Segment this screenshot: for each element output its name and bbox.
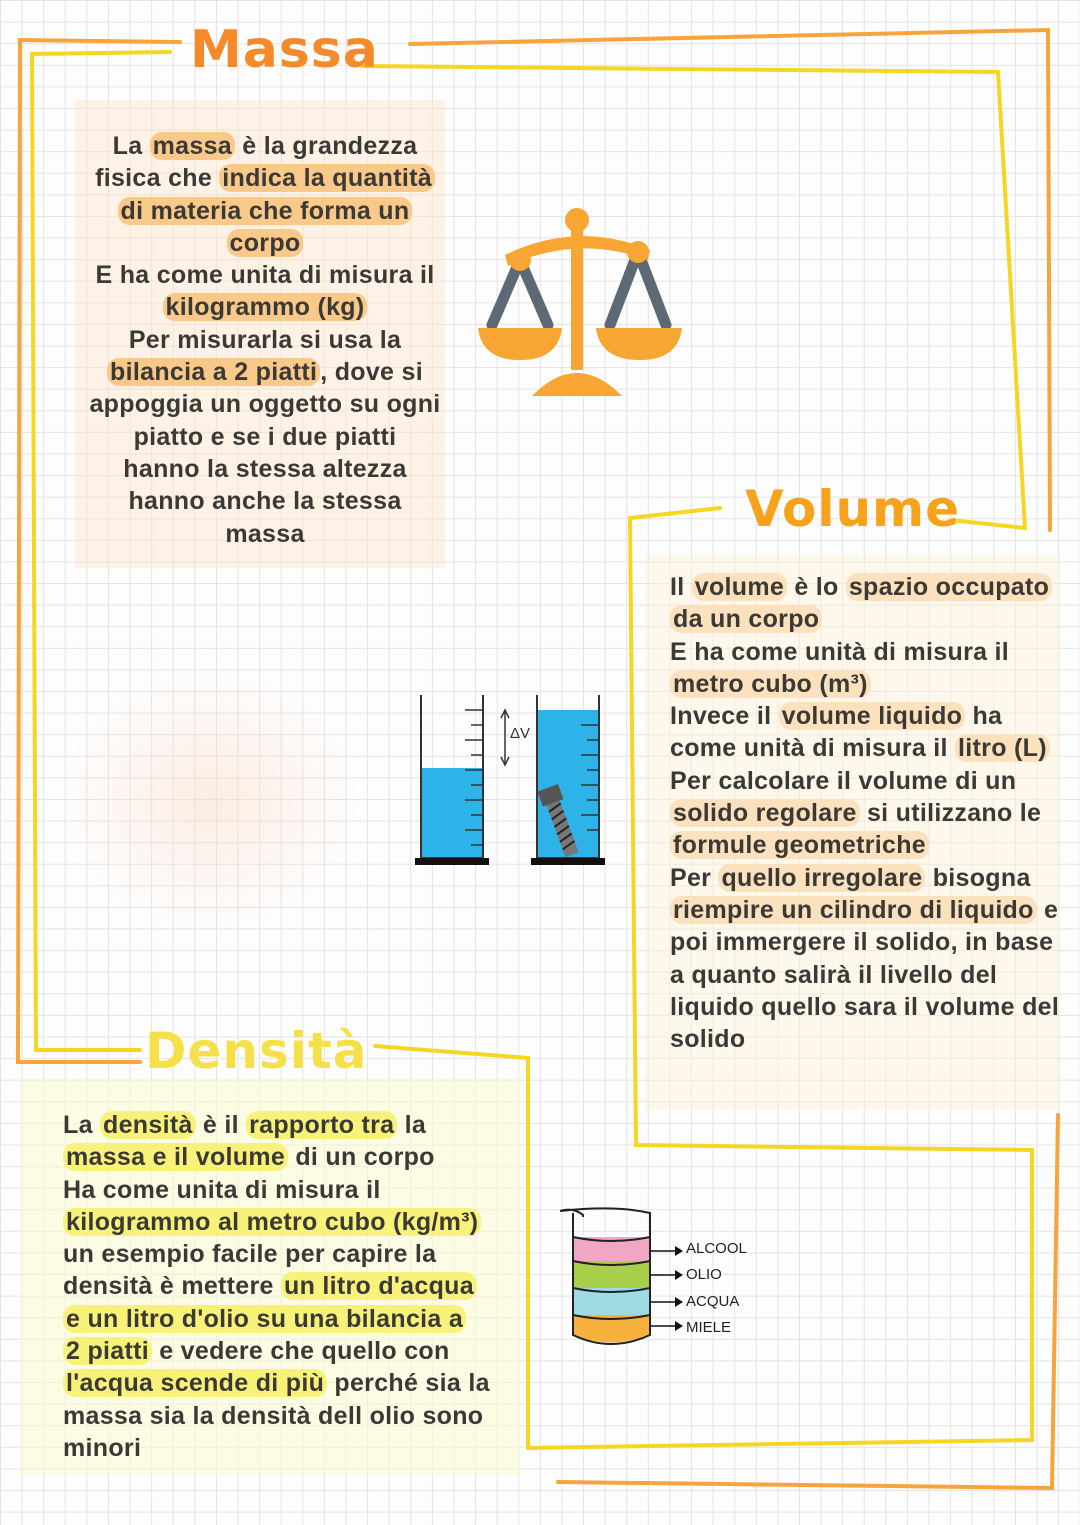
displacement-cylinders-diagram bbox=[405, 690, 620, 875]
text-segment: densità è mettere bbox=[63, 1272, 281, 1301]
densita-text-line bbox=[63, 1238, 490, 1270]
volume-text-line bbox=[670, 991, 1059, 1023]
text-segment: hanno la stessa altezza bbox=[123, 454, 407, 483]
highlighted-text: rapporto tra bbox=[246, 1111, 397, 1139]
text-segment: piatto e se i due piatti bbox=[133, 422, 397, 451]
text-segment: fisica che bbox=[95, 164, 220, 193]
massa-text-line bbox=[75, 518, 455, 550]
densita-text-line bbox=[63, 1174, 490, 1206]
balance-scale-icon bbox=[470, 200, 690, 405]
massa-text-line bbox=[75, 324, 455, 356]
layer-label-alcool: ALCOOL bbox=[686, 1240, 747, 1257]
delta-v-label: ΔV bbox=[510, 725, 531, 742]
layer-label-miele: MIELE bbox=[686, 1319, 732, 1336]
text-segment: liquido quello sara il volume del bbox=[670, 992, 1060, 1021]
highlighted-text: 2 piatti bbox=[63, 1337, 152, 1365]
text-segment: è lo bbox=[787, 573, 846, 601]
text-segment: Il bbox=[670, 573, 692, 601]
densita-text-line bbox=[63, 1109, 490, 1141]
densita-text-line bbox=[63, 1400, 490, 1432]
volume-text-line bbox=[670, 700, 1059, 732]
text-segment: solido bbox=[670, 1025, 746, 1054]
highlighted-text: riempire un cilindro di liquido bbox=[670, 896, 1037, 924]
text-segment: E ha come unità di misura il bbox=[670, 637, 1010, 666]
text-segment: minori bbox=[63, 1433, 142, 1462]
volume-text-line bbox=[670, 636, 1059, 668]
text-segment: La bbox=[112, 132, 150, 160]
text-segment: è la grandezza bbox=[235, 132, 418, 160]
massa-text-line bbox=[75, 485, 455, 517]
text-segment: ha bbox=[965, 702, 1003, 731]
density-layers-beaker bbox=[555, 1205, 685, 1365]
volume-text-line bbox=[670, 765, 1059, 797]
densita-text-line bbox=[63, 1303, 490, 1335]
massa-text-line bbox=[75, 227, 455, 259]
highlighted-text: quello irregolare bbox=[718, 864, 925, 892]
layer-label-acqua: ACQUA bbox=[686, 1293, 740, 1310]
volume-text-line bbox=[670, 829, 1059, 861]
text-segment: poi immergere il solido, in base bbox=[670, 928, 1054, 957]
text-segment: appoggia un oggetto su ogni bbox=[89, 390, 441, 419]
massa-text-line bbox=[75, 421, 455, 453]
volume-text-line bbox=[670, 862, 1059, 894]
massa-title: Massa bbox=[190, 20, 379, 80]
volume-text-line bbox=[670, 732, 1059, 764]
highlighted-text: volume liquido bbox=[779, 702, 966, 730]
text-segment: a quanto salirà il livello del bbox=[670, 960, 998, 989]
volume-text-line bbox=[670, 603, 1059, 635]
text-segment: è il bbox=[195, 1111, 247, 1139]
text-segment: , dove si bbox=[320, 358, 423, 387]
text-segment: di un corpo bbox=[288, 1143, 435, 1172]
densita-text-line bbox=[63, 1367, 490, 1399]
massa-text-line bbox=[75, 388, 455, 420]
text-segment: La bbox=[63, 1111, 101, 1139]
volume-text-line bbox=[670, 797, 1059, 829]
massa-text bbox=[75, 130, 455, 550]
text-segment: e vedere che quello con bbox=[151, 1337, 450, 1366]
text-segment: perché sia la bbox=[327, 1369, 490, 1398]
highlighted-text: da un corpo bbox=[670, 605, 822, 633]
text-segment: Ha come unita di misura il bbox=[63, 1175, 381, 1204]
text-segment: Per calcolare il volume di un bbox=[670, 766, 1017, 795]
densita-text-line bbox=[63, 1206, 490, 1238]
densita-text-line bbox=[63, 1432, 490, 1464]
highlighted-text: e un litro d'olio su una bilancia a bbox=[63, 1305, 466, 1333]
text-segment: un esempio facile per capire la bbox=[63, 1240, 437, 1269]
text-segment: Per bbox=[670, 863, 719, 892]
densita-text bbox=[63, 1109, 490, 1464]
massa-text-line bbox=[75, 356, 455, 388]
volume-text-line bbox=[670, 894, 1059, 926]
volume-text bbox=[670, 571, 1059, 1055]
highlighted-text: densità bbox=[100, 1111, 196, 1139]
volume-title: Volume bbox=[745, 480, 961, 538]
densita-text-line bbox=[63, 1335, 490, 1367]
text-segment: la bbox=[397, 1111, 427, 1139]
volume-text-line bbox=[670, 668, 1059, 700]
massa-text-line bbox=[75, 195, 455, 227]
highlighted-text: di materia che forma un bbox=[118, 197, 413, 225]
layer-label-olio: OLIO bbox=[686, 1266, 722, 1283]
text-segment: e bbox=[1036, 895, 1059, 924]
volume-text-line bbox=[670, 926, 1059, 958]
highlighted-text: kilogrammo (kg) bbox=[163, 293, 368, 321]
text-segment: massa bbox=[225, 519, 305, 548]
highlighted-text: massa bbox=[150, 132, 235, 160]
highlighted-text: indica la quantità bbox=[219, 164, 435, 192]
volume-text-line bbox=[670, 1023, 1059, 1055]
densita-title: Densità bbox=[145, 1022, 368, 1080]
massa-text-line bbox=[75, 162, 455, 194]
highlighted-text: bilancia a 2 piatti bbox=[107, 358, 320, 386]
highlighted-text: formule geometriche bbox=[670, 831, 929, 859]
massa-text-line bbox=[75, 130, 455, 162]
text-segment: Per misurarla si usa la bbox=[128, 325, 402, 354]
text-segment: Invece il bbox=[670, 702, 779, 731]
text-segment: bisogna bbox=[925, 863, 1031, 892]
text-segment: come unità di misura il bbox=[670, 734, 956, 763]
densita-text-line bbox=[63, 1270, 490, 1302]
highlighted-text: massa e il volume bbox=[63, 1143, 288, 1171]
highlighted-text: un litro d'acqua bbox=[281, 1272, 477, 1300]
text-segment: E ha come unita di misura il bbox=[95, 261, 435, 290]
highlighted-text: corpo bbox=[227, 229, 304, 257]
densita-text-line bbox=[63, 1141, 490, 1173]
volume-text-line bbox=[670, 959, 1059, 991]
massa-text-line bbox=[75, 259, 455, 291]
decorative-squares bbox=[60, 670, 360, 930]
highlighted-text: kilogrammo al metro cubo (kg/m³) bbox=[63, 1208, 481, 1236]
highlighted-text: volume bbox=[692, 573, 787, 601]
massa-text-line bbox=[75, 453, 455, 485]
highlighted-text: solido regolare bbox=[670, 799, 860, 827]
text-segment: hanno anche la stessa bbox=[128, 487, 402, 516]
highlighted-text: litro (L) bbox=[955, 734, 1050, 762]
highlighted-text: l'acqua scende di più bbox=[63, 1369, 327, 1397]
text-segment: si utilizzano le bbox=[859, 799, 1042, 828]
text-segment: massa sia la densità dell olio sono bbox=[63, 1401, 484, 1430]
highlighted-text: spazio occupato bbox=[846, 573, 1052, 601]
highlighted-text: metro cubo (m³) bbox=[670, 670, 871, 698]
massa-text-line bbox=[75, 291, 455, 323]
volume-text-line bbox=[670, 571, 1059, 603]
